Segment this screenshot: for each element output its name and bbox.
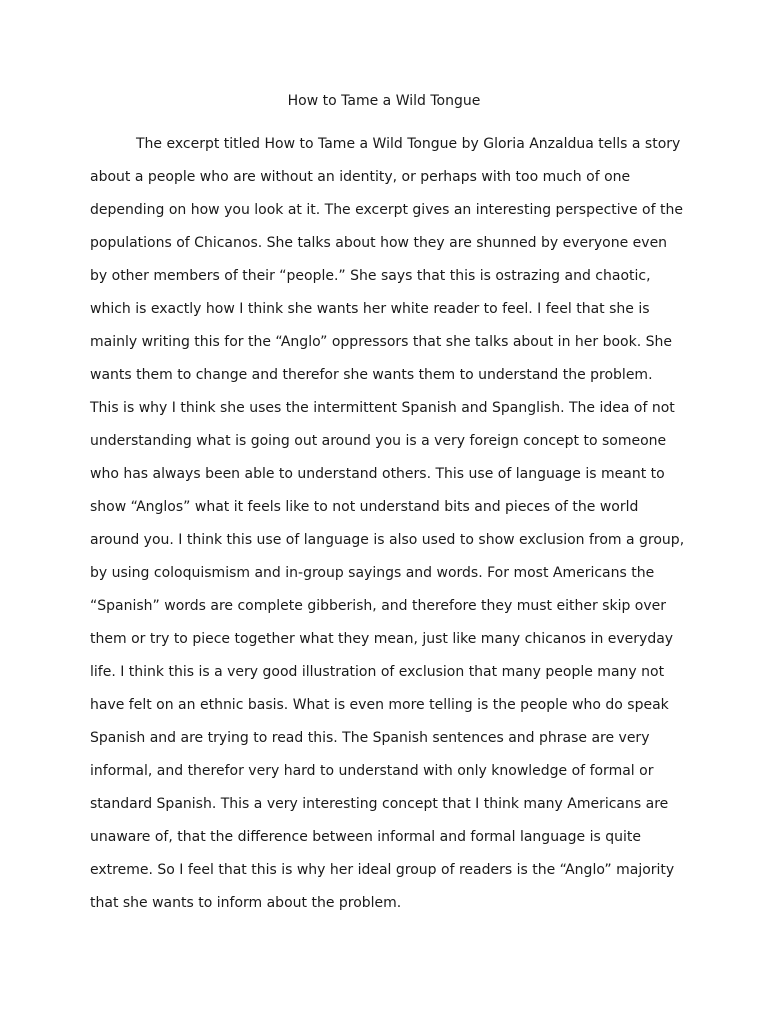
body-line: informal, and therefor very hard to understand with only knowledge of formal or bbox=[90, 763, 654, 779]
body-line: populations of Chicanos. She talks about how they are shunned by everyone even bbox=[90, 235, 668, 251]
document-title: How to Tame a Wild Tongue bbox=[287, 93, 481, 109]
body-line: This is why I think she uses the intermittent Spanish and Spanglish. The idea of not bbox=[90, 400, 675, 416]
body-line: which is exactly how I think she wants her white reader to feel. I feel that she is bbox=[90, 301, 650, 317]
body-line: show “Anglos” what it feels like to not understand bits and pieces of the world bbox=[90, 499, 639, 515]
body-line: by other members of their “people.” She says that this is ostrazing and chaotic, bbox=[90, 268, 651, 284]
body-line: mainly writing this for the “Anglo” oppressors that she talks about in her book. She bbox=[90, 334, 672, 350]
body-line: unaware of, that the difference between informal and formal language is quite bbox=[90, 829, 641, 845]
body-line: around you. I think this use of language is also used to show exclusion from a group, bbox=[90, 532, 685, 548]
body-line: standard Spanish. This a very interesting concept that I think many Americans are bbox=[90, 796, 669, 812]
body-line: wants them to change and therefor she wants them to understand the problem. bbox=[90, 367, 653, 383]
body-line: extreme. So I feel that this is why her ideal group of readers is the “Anglo” majority bbox=[90, 862, 675, 878]
body-line: life. I think this is a very good illustration of exclusion that many people many not bbox=[90, 664, 665, 680]
body-line: The excerpt titled How to Tame a Wild Tongue by Gloria Anzaldua tells a story bbox=[136, 136, 681, 152]
body-line: understanding what is going out around you is a very foreign concept to someone bbox=[90, 433, 667, 449]
body-line: who has always been able to understand others. This use of language is meant to bbox=[90, 466, 665, 482]
body-line: “Spanish” words are complete gibberish, and therefore they must either skip over bbox=[90, 598, 667, 614]
body-line: Spanish and are trying to read this. The Spanish sentences and phrase are very bbox=[90, 730, 650, 746]
body-line: that she wants to inform about the problem. bbox=[90, 895, 402, 911]
body-line: them or try to piece together what they mean, just like many chicanos in everyday bbox=[90, 631, 674, 647]
body-line: about a people who are without an identity, or perhaps with too much of one bbox=[90, 169, 631, 185]
body-line: by using coloquismism and in-group sayings and words. For most Americans the bbox=[90, 565, 655, 581]
body-line: have felt on an ethnic basis. What is even more telling is the people who do speak bbox=[90, 697, 669, 713]
body-line: depending on how you look at it. The excerpt gives an interesting perspective of the bbox=[90, 202, 683, 218]
